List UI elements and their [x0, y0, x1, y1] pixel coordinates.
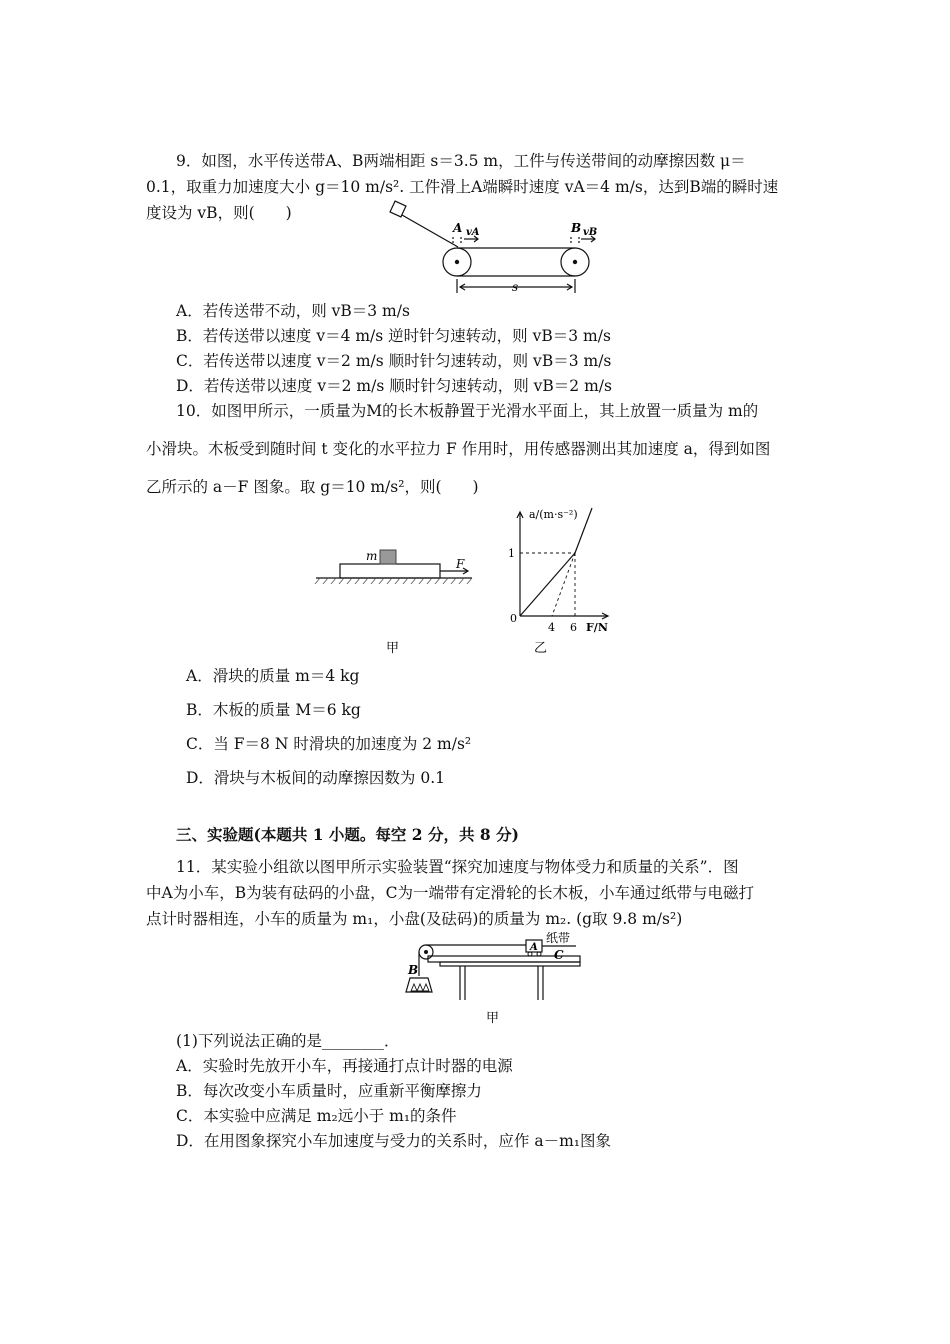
- q10-option-a: A．滑块的质量 m＝4 kg: [186, 667, 360, 685]
- label-cart-A: A: [530, 942, 538, 953]
- q10-option-d: D．滑块与木板间的动摩擦因数为 0.1: [186, 769, 446, 787]
- label-vA: vA: [466, 227, 480, 238]
- q11-sub1-stem: (1)下列说法正确的是________．: [176, 1032, 400, 1050]
- q11-option-c: C．本实验中应满足 m₂远小于 m₁的条件: [176, 1107, 457, 1125]
- q11-option-a: A．实验时先放开小车，再接通打点计时器的电源: [176, 1057, 513, 1075]
- y-axis-label: a/(m·s⁻²): [529, 508, 578, 521]
- y-tick-1: 1: [508, 547, 515, 560]
- q11-option-d: D．在用图象探究小车加速度与受力的关系时，应作 a－m₁图象: [176, 1132, 612, 1150]
- x-tick-4: 4: [548, 621, 555, 634]
- segment-low: [520, 553, 575, 616]
- q11-line1: 11．某实验小组欲以图甲所示实验装置“探究加速度与物体受力和质量的关系”．图: [176, 858, 739, 876]
- workpiece-block: [390, 201, 406, 217]
- x-tick-6: 6: [570, 621, 577, 634]
- q10-line1: 10．如图甲所示，一质量为M的长木板静置于光滑水平面上，其上放置一质量为 m的: [176, 402, 759, 420]
- ramp-line: [402, 215, 458, 247]
- experiment-apparatus-figure: [400, 930, 590, 1030]
- x-axis-label: F/N: [586, 621, 608, 634]
- label-m: m: [366, 549, 378, 563]
- label-paper-tape: 纸带: [546, 931, 571, 945]
- label-B: B: [408, 963, 419, 977]
- q9-option-a: A．若传送带不动，则 vB＝3 m/s: [176, 302, 410, 320]
- q10-line3: 乙所示的 a－F 图象。取 g＝10 m/s²，则( ): [146, 478, 479, 496]
- q9-option-b: B．若传送带以速度 v＝4 m/s 逆时针匀速转动，则 vB＝3 m/s: [176, 327, 611, 345]
- label-s: s: [512, 280, 519, 294]
- origin-label: 0: [510, 612, 517, 625]
- q9-option-d: D．若传送带以速度 v＝2 m/s 顺时针匀速转动，则 vB＝2 m/s: [176, 377, 612, 395]
- conveyor-belt-figure: [378, 195, 608, 300]
- q9-option-c: C．若传送带以速度 v＝2 m/s 顺时针匀速转动，则 vB＝3 m/s: [176, 352, 612, 370]
- long-board: [340, 564, 440, 578]
- q9-line3: 度设为 vB，则( ): [146, 204, 292, 222]
- label-vB: vB: [583, 227, 598, 238]
- dash-extension: [552, 553, 575, 616]
- q11-option-b: B．每次改变小车质量时，应重新平衡摩擦力: [176, 1082, 482, 1100]
- caption-jia: 甲: [486, 1011, 500, 1026]
- slider-block: [380, 550, 396, 564]
- caption-yi: 乙: [534, 641, 548, 656]
- a-F-graph: [500, 500, 620, 660]
- q9-line1: 9．如图，水平传送带A、B两端相距 s＝3.5 m，工件与传送带间的动摩擦因数 μ＝: [176, 152, 746, 170]
- board-block-figure: [310, 540, 480, 655]
- label-F: F: [456, 557, 465, 571]
- label-A: A: [453, 221, 463, 235]
- q9-line2: 0.1，取重力加速度大小 g＝10 m/s². 工件滑上A端瞬时速度 vA＝4 m/s，达到B端的瞬时速: [146, 178, 779, 196]
- caption-jia: 甲: [386, 641, 400, 655]
- label-B: B: [571, 221, 582, 235]
- q10-option-c: C．当 F＝8 N 时滑块的加速度为 2 m/s²: [186, 735, 472, 753]
- q10-line2: 小滑块。木板受到随时间 t 变化的水平拉力 F 作用时，用传感器测出其加速度 a，得到如图: [146, 440, 771, 458]
- q11-line3: 点计时器相连，小车的质量为 m₁，小盘(及砝码)的质量为 m₂. (g取 9.8 m/s²): [146, 910, 683, 928]
- label-C: C: [554, 948, 564, 962]
- section-3-title: 三、实验题(本题共 1 小题。每空 2 分，共 8 分): [176, 825, 519, 844]
- q10-option-b: B．木板的质量 M＝6 kg: [186, 701, 361, 719]
- q11-line2: 中A为小车，B为装有砝码的小盘，C为一端带有定滑轮的长木板，小车通过纸带与电磁打: [146, 884, 754, 902]
